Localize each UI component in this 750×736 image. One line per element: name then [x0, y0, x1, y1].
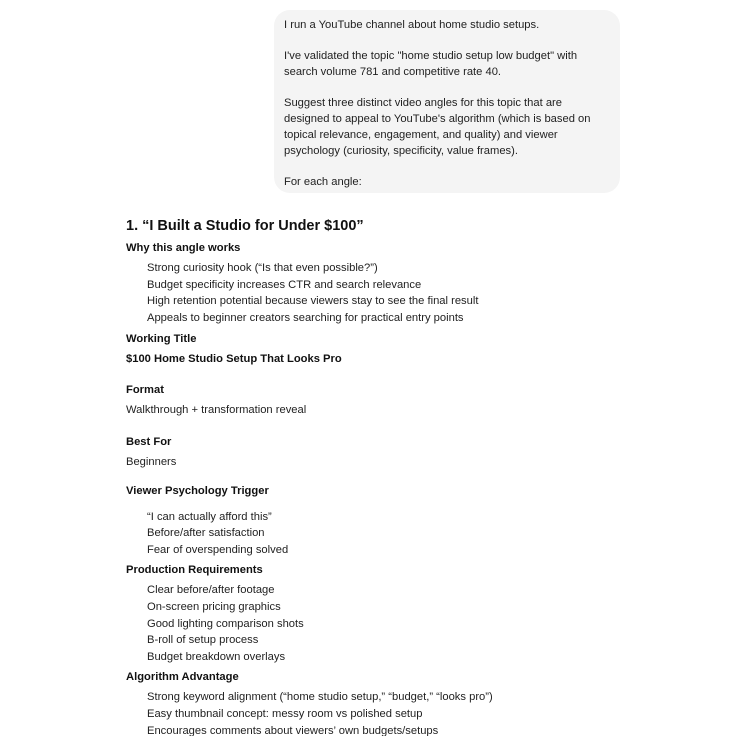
- best-for-label: Best For: [126, 435, 172, 448]
- list-item: “I can actually afford this”: [147, 510, 272, 523]
- algorithm-label: Algorithm Advantage: [126, 671, 239, 684]
- working-title-label: Working Title: [126, 333, 197, 346]
- list-item: Budget breakdown overlays: [147, 650, 286, 663]
- user-message-line: For each angle:: [284, 176, 362, 188]
- list-item: Fear of overspending solved: [147, 543, 289, 556]
- production-label: Production Requirements: [126, 564, 263, 577]
- list-item: B-roll of setup process: [147, 634, 259, 647]
- best-for-value: Beginners: [126, 455, 177, 468]
- list-item: Before/after satisfaction: [147, 527, 265, 540]
- trigger-list: [126, 509, 646, 559]
- list-item: Strong keyword alignment (“home studio setup,” “budget,” “looks pro”): [147, 691, 493, 704]
- production-list: [126, 582, 646, 665]
- angle-heading: 1. “I Built a Studio for Under $100”: [126, 218, 364, 234]
- user-message-line: I've validated the topic "home studio setup low budget" with search volume 781 and competitive rate 40.: [284, 50, 578, 78]
- format-value: Walkthrough + transformation reveal: [126, 404, 307, 417]
- list-item: Appeals to beginner creators searching for practical entry points: [147, 311, 464, 324]
- list-item: Clear before/after footage: [147, 584, 275, 597]
- assistant-response: [126, 216, 646, 736]
- working-title-value: $100 Home Studio Setup That Looks Pro: [126, 353, 342, 366]
- user-message-line: Suggest three distinct video angles for this topic that are designed to appeal to YouTube's algorithm (which is based on topical relevance, engagement, and quality) and viewer psychology (curiosity, specificity, value frames).: [284, 97, 591, 157]
- list-item: Easy thumbnail concept: messy room vs polished setup: [147, 707, 423, 720]
- user-message-bubble: [274, 10, 620, 193]
- algorithm-list: [126, 689, 646, 736]
- list-item: High retention potential because viewers stay to see the final result: [147, 295, 479, 308]
- list-item: Budget specificity increases CTR and search relevance: [147, 278, 422, 291]
- list-item: Encourages comments about viewers’ own budgets/setups: [147, 724, 439, 736]
- why-label: Why this angle works: [126, 242, 241, 254]
- list-item: On-screen pricing graphics: [147, 600, 281, 613]
- list-item: Strong curiosity hook (“Is that even possible?”): [147, 262, 378, 274]
- list-item: Good lighting comparison shots: [147, 617, 304, 630]
- why-list: [126, 260, 646, 326]
- format-label: Format: [126, 384, 164, 397]
- user-message-line: I run a YouTube channel about home studio setups.: [284, 19, 540, 31]
- trigger-label: Viewer Psychology Trigger: [126, 484, 269, 497]
